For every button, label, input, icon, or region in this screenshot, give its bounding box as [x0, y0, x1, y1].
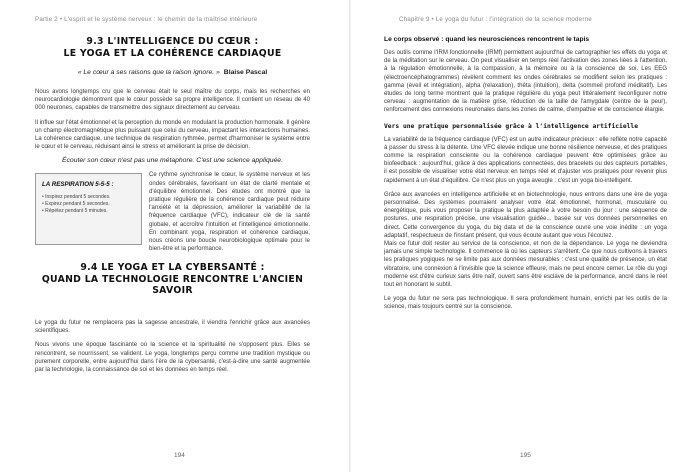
paragraph-hrv: La variabilité de la fréquence cardiaque (VFC) est un autre indicateur précieux : elle reflète notre capacité à passer du stress à la détente. Une VFC élevée indique une bonne résilience nerveuse, et des pratiques comme la respiration consciente ou la cohérence cardiaque peuvent être optimisées grâce au biofeedback : aujourd'hui, grâce à des applications connectées, des bracelets ou des capteurs portables, il est possible de visualiser votre état nerveux en temps réel et d'ajuster vos pratiques pour revenir plus rapidement à un état d'équilibre. Ce n'est plus un yoga aveugle : c'est un yoga bio-intelligent.: [384, 136, 667, 184]
epigraph-text: « Le cœur a ses raisons que la raison ignore. »: [77, 69, 220, 76]
paragraph-future-yoga: Le yoga du futur ne remplacera pas la sagesse ancestrale, il viendra l'enrichir grâce aux avancées scientifiques.: [35, 319, 310, 335]
page-number-left: 194: [174, 452, 185, 459]
paragraph-conclusion: Le yoga du futur ne sera pas technologique. Il sera profondément humain, enrichi par les outils de la science, mais toujours centré sur la conscience.: [384, 296, 667, 311]
paragraph-neuroscience: Des outils comme l'IRM fonctionnelle (IRMf) permettent aujourd'hui de cartographier les effets du yoga et de la méditation sur le cerveau. On peut visualiser en temps réel l'activation des zones liées à l'attention, à la régulation émotionnelle, à la compassion, à la mémoire ou à la conscience de soi. Les EEG (électroencéphalogrammes) révèlent comment les ondes cérébrales se modifient selon les pratiques : gamma (éveil et intégration), alpha (relaxation), thêta (intuition), delta (sommeil profond méditatif). Les études de long terme montrent que la pratique régulière du yoga peut littéralement reconfigurer notre cerveau : augmentation de la matière grise, réduction de la taille de l'amygdale (centre de la peur), renforcement des connexions neuronales dans les zones de calme, d'empathie et de conscience élargie.: [384, 50, 667, 114]
paragraph-rhythm: Ce rythme synchronise le cœur, le système nerveux et les ondes cérébrales, favorisant un état de clarté mentale et d'équilibre émotionnel. Des études ont montré que la pratique régulière de la cohérence cardiaque peut réduire l'anxiété et la dépression, améliorer la variabilité de la fréquence cardiaque (VFC), indicateur clé de la santé globale, et accroître l'intuition et l'intelligence émotionnelle. En combinant yoga, respiration et cohérence cardiaque, nous créons une boucle neurobiologique optimale pour le bien-être et la performance.: [149, 172, 310, 253]
callout-heart-science: Écouter son cœur n'est pas une métaphore. C'est une science appliquée.: [62, 157, 283, 165]
breathing-block: [35, 171, 310, 253]
section-93-title-line1: 9.3 L'INTELLIGENCE DU CŒUR :: [86, 36, 259, 47]
breathing-step: • Répétez pendant 5 minutes.: [42, 208, 135, 215]
breathing-step: • Inspirez pendant 5 secondes.: [42, 194, 135, 201]
subheading-ai-practice: Vers une pratique personnalisée grâce à l'intelligence artificielle: [384, 122, 639, 130]
epigraph: [35, 69, 310, 76]
breathing-box: [35, 173, 142, 245]
breathing-step: • Expirez pendant 5 secondes.: [42, 201, 135, 208]
subheading-body-observed: Le corps observé : quand les neurosciences rencontrent le tapis: [384, 36, 590, 43]
breathing-box-title: LA RESPIRATION 5-5-5 :: [42, 181, 114, 189]
section-94-title-line2: QUAND LA TECHNOLOGIE RENCONTRE L'ANCIEN SAVOIR: [41, 273, 304, 297]
left-page: [35, 36, 310, 374]
paragraph-coherence: Il influe sur l'état émotionnel et la perception du monde en modulant la production hormonale. Il génère un champ électromagnétique plus puissant que celui du cerveau, impactant les interactions humaines. La cohérence cardiaque, une technique de respiration rythmée, permet d'harmoniser le système entre le cœur et le cerveau, réduisant ainsi le stress et améliorant la prise de décision.: [35, 119, 310, 151]
epigraph-author: Blaise Pascal: [223, 69, 268, 76]
paragraph-cyber-health: Nous vivons une époque fascinante où la science et la spiritualité ne s'opposent plus. Elles se rencontrent, se nourrissent, se valident. Le yoga, longtemps perçu comme une tradition mystique ou purement corporelle, entre aujourd'hui dans l'ère de la cybersanté, c'est-à-dire une santé augmentée par la technologie, la connaissance de soi et les données en temps réel.: [35, 342, 310, 373]
paragraph-heart-intelligence: Nous avons longtemps cru que le cerveau était le seul maître du corps, mais les recherches en neurocardiologie démontrent que le cœur possède sa propre intelligence. Il contient un réseau de 40 000 neurones, capables de transmettre des signaux directement au cerveau.: [35, 89, 310, 112]
paragraph-conscience: Mais ce futur doit rester au service de la conscience, et non de la dépendance. Le yoga ne deviendra jamais une simple technologie. Il commence là où les capteurs s'arrêtent. Ce que nous cultivons à travers les pratiques yogiques ne se limite pas aux données mesurables : c'est une qualité de présence, un état vibratoire, une connexion à l'invisible que la science effleure, mais ne peut encore cerner. Le rôle du yogi moderne est d'être curieux sans être naïf, ouvert sans être esclave de la performance, ancré dans le réel tout en honorant le subtil.: [384, 241, 667, 289]
right-page: [384, 36, 667, 312]
page-number-right: 195: [520, 452, 531, 459]
section-93-title-line2: LE YOGA ET LA COHÉRENCE CARDIAQUE: [63, 47, 282, 59]
paragraph-personalized-yoga: Grâce aux avancées en intelligence artificielle et en biotechnologie, nous entrons dans une ère de yoga personnalisé. Des systèmes pourraient analyser votre état émotionnel, hormonal, musculaire ou énergétique, puis vous proposer la pratique la plus adaptée à votre besoin du jour : une séquence de postures, une respiration précise, une visualisation guidée... basée sur vos données personnelles en direct. Cette convergence du yoga, du big data et de la conscience ouvre une voie inédite : un yoga adaptatif, respectueux de l'instant présent, qui vous écoute autant que vous l'écoutez.: [384, 191, 667, 239]
book-gutter: [349, 0, 351, 472]
running-header-left: Partie 2 • L'esprit et le système nerveux : le chemin de la maîtrise intérieure: [35, 16, 258, 23]
section-94-title-line1: 9.4 LE YOGA ET LA CYBERSANTÉ :: [80, 262, 265, 274]
running-header-right: Chapitre 9 • Le yoga du futur : l'intégration de la science moderne: [399, 16, 592, 23]
